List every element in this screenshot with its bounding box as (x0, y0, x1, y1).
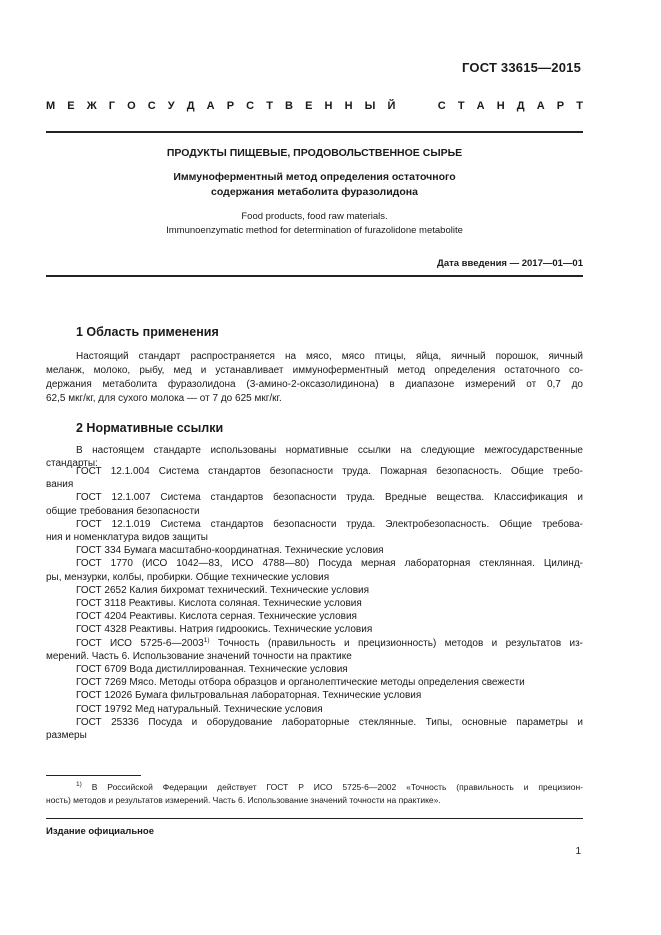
introduction-date: Дата введения — 2017—01—01 (437, 258, 583, 269)
footnote-separator (46, 775, 141, 776)
banner-letter: А (476, 100, 485, 112)
banner-letter: В (285, 100, 293, 112)
reference-line: мерений. Часть 6. Использование значений точности на практике (46, 650, 352, 662)
paragraph-line: 62,5 мкг/кг, для сухого молока — от 7 до 625 мкг/кг. (46, 393, 282, 404)
header-rule (46, 131, 583, 133)
reference-line: ГОСТ 3118 Реактивы. Кислота соляная. Технические условия (76, 598, 362, 610)
banner-letter: Ы (364, 100, 376, 112)
banner-letter: Т (266, 100, 273, 112)
banner-letter: Ж (86, 100, 97, 112)
banner-letter: Н (324, 100, 333, 112)
banner-letter: М (46, 100, 56, 112)
banner-letter: Г (108, 100, 115, 112)
paragraph-line: стандарты: (46, 458, 98, 469)
section-1-paragraph (46, 350, 583, 406)
page-number: 1 (575, 846, 581, 857)
banner-letter: С (147, 100, 156, 112)
banner-letter: С (437, 100, 446, 112)
reference-line: размеры (46, 730, 87, 742)
section-1-heading: 1 Область применения (76, 325, 219, 339)
footnote-line: $^{1)}$ В Российской Федерации действует ГОСТ Р ИСО 5725-6—2002 «Точность (правильность и прецизион- (76, 781, 583, 792)
banner-letter: Н (496, 100, 505, 112)
reference-line: вания (46, 479, 74, 491)
banner-letter: С (246, 100, 255, 112)
reference-line: ГОСТ 6709 Вода дистиллированная. Технические условия (76, 664, 348, 676)
section-2-heading: 2 Нормативные ссылки (76, 421, 224, 435)
banner-letter: А (206, 100, 215, 112)
reference-line: ния и номенклатура видов защиты (46, 532, 208, 544)
standard-code: ГОСТ 33615—2015 (462, 60, 581, 75)
banner-letter: Т (576, 100, 583, 112)
reference-line: ГОСТ 12.1.004 Система стандартов безопасности труда. Пожарная безопасность. Общие требо- (76, 466, 583, 477)
banner-letter: Р (226, 100, 235, 112)
reference-line: ГОСТ ИСО 5725-6—2003$^{1)}$ Точность (правильность и прецизионность) методов и результатов из- (76, 636, 584, 649)
reference-line: ГОСТ 4204 Реактивы. Кислота серная. Технические условия (76, 611, 357, 623)
paragraph-line: В настоящем стандарте использованы нормативные ссылки на следующие межгосударственные (76, 445, 583, 456)
paragraph-line: меланж, молоко, рыбу, мед и устанавливает иммуноферментный метод определения остаточного со- (46, 365, 583, 376)
banner-letter: Д (186, 100, 195, 112)
banner-letter: О (127, 100, 136, 112)
english-title-line: Food products, food raw materials. (241, 211, 388, 222)
reference-line: ры, мензурки, колбы, пробирки. Общие технические условия (46, 571, 330, 583)
document-subtitle (46, 170, 583, 200)
banner-letter: Р (556, 100, 565, 112)
reference-line: общие требования безопасности (46, 505, 200, 517)
banner-letter (423, 100, 426, 112)
footnote-line: ность) методов и результатов измерений. Часть 6. Использование значений точности на практике». (46, 794, 441, 805)
reference-line: ГОСТ 19792 Мед натуральный. Технические условия (76, 703, 323, 715)
reference-line: ГОСТ 12026 Бумага фильтровальная лабораторная. Технические условия (76, 690, 422, 702)
banner-letter: Й (387, 100, 396, 112)
footnote (46, 781, 583, 806)
banner-letter: Е (305, 100, 313, 112)
date-rule (46, 275, 583, 277)
english-title-line: Immunoenzymatic method for determination of furazolidone metabolite (166, 225, 463, 236)
standard-type-banner (46, 100, 583, 112)
official-edition-label: Издание официальное (46, 826, 154, 837)
reference-line: ГОСТ 334 Бумага масштабно-координатная. Технические условия (76, 545, 384, 557)
reference-line: ГОСТ 4328 Реактивы. Натрия гидроокись. Технические условия (76, 624, 373, 636)
reference-line: ГОСТ 2652 Калия бихромат технический. Технические условия (76, 584, 370, 596)
reference-line: ГОСТ 7269 Мясо. Методы отбора образцов и органолептические методы определения свежести (76, 677, 525, 689)
footnote-mark: 1) (76, 781, 82, 788)
banner-letter: А (536, 100, 545, 112)
paragraph-line: Настоящий стандарт распространяется на мясо, мясо птицы, яйца, яичный порошок, яичный (76, 351, 583, 362)
paragraph-line: держания метаболита фуразолидона (3-амино-2-оксазолидинона) в диапазоне измерений от 0,7 до (46, 379, 583, 390)
banner-letter: Т (457, 100, 465, 112)
document-title: ПРОДУКТЫ ПИЩЕВЫЕ, ПРОДОВОЛЬСТВЕННОЕ СЫРЬЕ (166, 147, 463, 159)
reference-line: ГОСТ 12.1.007 Система стандартов безопасности труда. Вредные вещества. Классификация и (76, 492, 583, 504)
reference-line: ГОСТ 25336 Посуда и оборудование лабораторные стеклянные. Типы, основные параметры и (76, 716, 583, 728)
english-title (46, 210, 583, 238)
reference-line: ГОСТ 12.1.019 Система стандартов безопасности труда. Электробезопасность. Общие требова- (76, 518, 583, 530)
normative-references-list (46, 465, 583, 742)
banner-letter: У (167, 100, 175, 112)
banner-letter: Е (67, 100, 75, 112)
banner-letter: Н (344, 100, 353, 112)
banner-letter: Д (516, 100, 525, 112)
footer-rule (46, 818, 583, 819)
subtitle-line: содержания метаболита фуразолидона (211, 186, 418, 198)
reference-line: ГОСТ 1770 (ИСО 1042—83, ИСО 4788—80) Посуда мерная лабораторная стеклянная. Цилинд- (76, 558, 583, 570)
banner-letter (407, 100, 410, 112)
subtitle-line: Иммуноферментный метод определения остаточного (173, 171, 456, 183)
footnote-mark: 1) (203, 636, 210, 644)
